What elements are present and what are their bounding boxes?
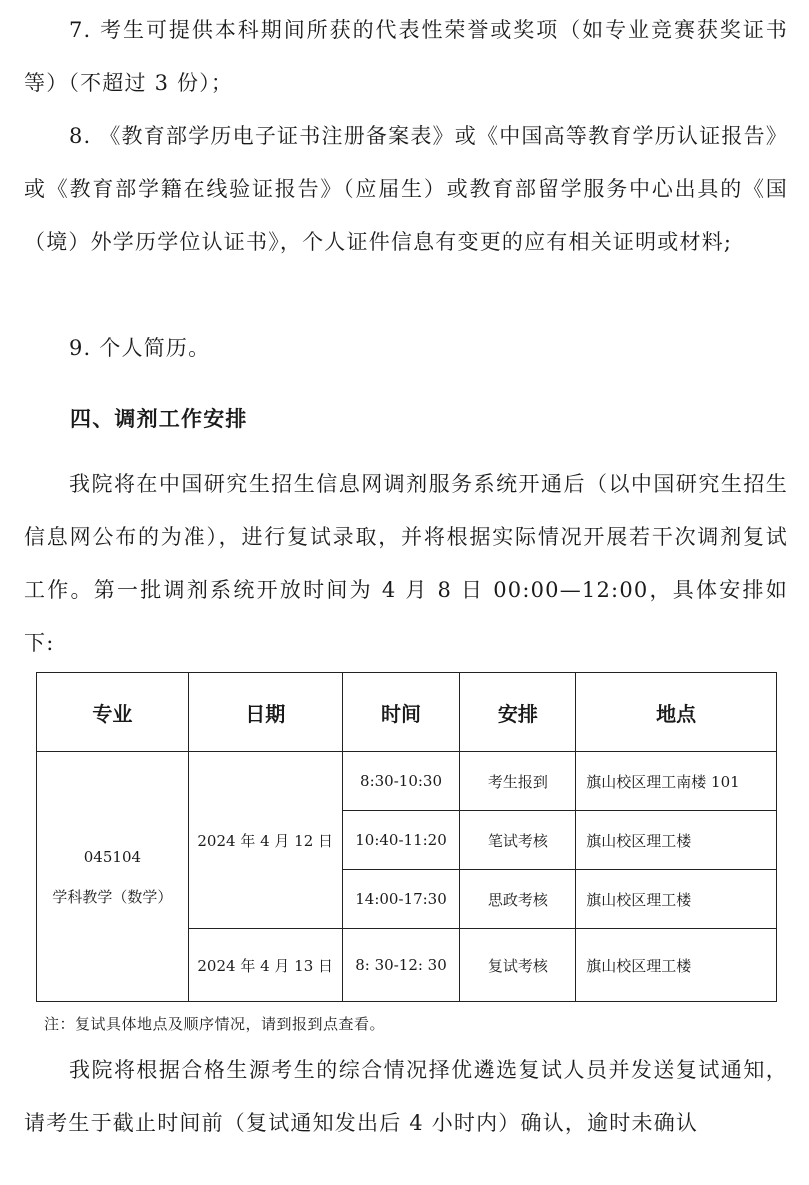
major-code: 045104 <box>83 847 142 866</box>
arrangement-cell: 复试考核 <box>460 929 576 1002</box>
list-item-9: 9. 个人简历。 <box>69 336 211 360</box>
major-cell <box>37 752 189 1002</box>
location-cell: 旗山校区理工楼 <box>576 929 777 1002</box>
location-cell: 旗山校区理工南楼 101 <box>576 752 777 811</box>
intro-paragraph: 我院将在中国研究生招生信息网调剂服务系统开通后（以中国研究生招生信息网公布的为准），进行复试录取，并将根据实际情况开展若干次调剂复试工作。第一批调剂系统开放时间为 4 月 8 日 00:00—12:00，具体安排如下: <box>24 472 788 655</box>
table-note: 注：复试具体地点及顺序情况，请到报到点查看。 <box>44 1015 386 1033</box>
time-cell: 8: 30-12: 30 <box>342 929 460 1002</box>
header-arrangement: 安排 <box>460 673 576 752</box>
header-time: 时间 <box>342 673 460 752</box>
header-date: 日期 <box>188 673 342 752</box>
location-cell: 旗山校区理工楼 <box>576 870 777 929</box>
table-header-row <box>37 673 777 752</box>
time-cell: 8:30-10:30 <box>342 752 460 811</box>
table-row <box>37 752 777 811</box>
date-cell: 2024 年 4 月 13 日 <box>188 929 342 1002</box>
list-item-7: 7. 考生可提供本科期间所获的代表性荣誉或奖项（如专业竞赛获奖证书等）（不超过 3 份）； <box>24 18 788 95</box>
schedule-table <box>36 672 777 1002</box>
arrangement-cell: 考生报到 <box>460 752 576 811</box>
header-major: 专业 <box>37 673 189 752</box>
section-heading: 四、调剂工作安排 <box>70 407 248 431</box>
time-cell: 14:00-17:30 <box>342 870 460 929</box>
time-cell: 10:40-11:20 <box>342 811 460 870</box>
date-cell: 2024 年 4 月 12 日 <box>188 752 342 929</box>
header-location: 地点 <box>576 673 777 752</box>
arrangement-cell: 笔试考核 <box>460 811 576 870</box>
arrangement-cell: 思政考核 <box>460 870 576 929</box>
closing-paragraph: 我院将根据合格生源考生的综合情况择优遴选复试人员并发送复试通知，请考生于截止时间前（复试通知发出后 4 小时内）确认，逾时未确认 <box>24 1058 788 1135</box>
major-name: 学科教学（数学） <box>52 887 173 906</box>
list-item-8: 8. 《教育部学历电子证书注册备案表》或《中国高等教育学历认证报告》或《教育部学籍在线验证报告》（应届生）或教育部留学服务中心出具的《国（境）外学历学位认证书》，个人证件信息有变更的应有相关证明或材料; <box>24 124 788 254</box>
location-cell: 旗山校区理工楼 <box>576 811 777 870</box>
